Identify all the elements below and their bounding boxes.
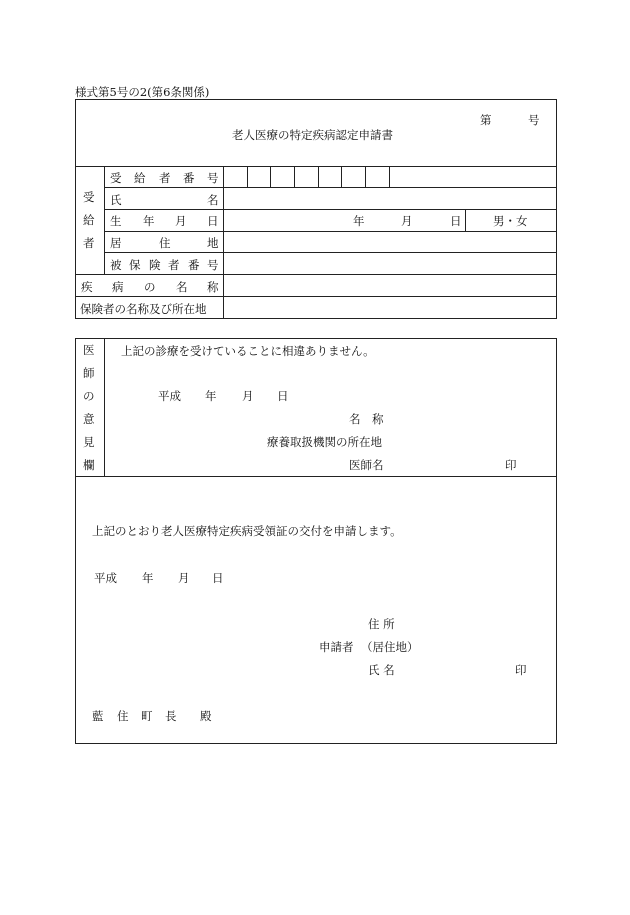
doctor-date-year: 年 bbox=[205, 389, 217, 403]
disease-label-char: 称 bbox=[207, 280, 219, 294]
applicant-name-label: 氏 名 bbox=[368, 663, 395, 677]
address-label-char: 住 bbox=[159, 236, 171, 250]
insured-label-char: 被 bbox=[110, 258, 122, 272]
address-label-char: 居 bbox=[110, 236, 122, 250]
recipient-number-char: 者 bbox=[159, 171, 171, 185]
doctor-date-era: 平成 bbox=[158, 389, 181, 403]
birth-label-char: 生 bbox=[110, 214, 122, 228]
application-date-year: 年 bbox=[142, 571, 154, 585]
applicant-label: 申請者 bbox=[319, 640, 354, 654]
doctor-date-month: 月 bbox=[242, 389, 254, 403]
name-label-char: 名 bbox=[207, 193, 219, 207]
recipient-group-char-1: 受 bbox=[83, 190, 95, 204]
insured-label-char: 番 bbox=[188, 258, 200, 272]
birth-year: 年 bbox=[353, 214, 365, 228]
doctor-side-char: の bbox=[83, 389, 95, 403]
address-label-char: 地 bbox=[207, 236, 219, 250]
disease-label-char: 疾 bbox=[81, 280, 93, 294]
recipient-number-char: 受 bbox=[110, 171, 122, 185]
number-go: 号 bbox=[528, 113, 540, 127]
application-date-day: 日 bbox=[212, 571, 224, 585]
application-date-era: 平成 bbox=[94, 571, 117, 585]
recipient-number-char: 給 bbox=[134, 171, 146, 185]
doctor-side-char: 見 bbox=[83, 435, 95, 449]
applicant-address-label: 住 所 bbox=[368, 617, 395, 631]
recipient-number-char: 番 bbox=[183, 171, 195, 185]
birth-label-char: 日 bbox=[207, 214, 219, 228]
recipient-number-char: 号 bbox=[207, 171, 219, 185]
insured-label-char: 保 bbox=[129, 258, 141, 272]
doctor-name-label: 医師名 bbox=[349, 458, 384, 472]
application-statement: 上記のとおり老人医療特定疾病受領証の交付を申請します。 bbox=[92, 524, 402, 538]
disease-label-char: 名 bbox=[176, 280, 188, 294]
insured-label-char: 号 bbox=[207, 258, 219, 272]
birth-month: 月 bbox=[401, 214, 413, 228]
addressee-char: 住 bbox=[117, 709, 129, 723]
disease-label-char: の bbox=[144, 280, 156, 294]
doctor-side-char: 意 bbox=[83, 412, 95, 426]
addressee-char: 長 bbox=[165, 709, 177, 723]
birth-day: 日 bbox=[450, 214, 462, 228]
recipient-group-char-2: 給 bbox=[83, 213, 95, 227]
insured-label-char: 険 bbox=[149, 258, 161, 272]
application-date-month: 月 bbox=[178, 571, 190, 585]
recipient-group-char-3: 者 bbox=[83, 236, 95, 250]
doctor-side-char: 医 bbox=[83, 343, 95, 357]
facility-address-label: 療養取扱機関の所在地 bbox=[267, 435, 382, 449]
form-title: 老人医療の特定疾病認定申請書 bbox=[232, 128, 393, 142]
disease-label-char: 病 bbox=[112, 280, 124, 294]
doctor-side-char: 欄 bbox=[83, 458, 95, 472]
addressee-char: 藍 bbox=[92, 709, 104, 723]
insurer-label: 保険者の名称及び所在地 bbox=[80, 302, 207, 316]
doctor-and-application-table bbox=[75, 338, 557, 744]
doctor-statement: 上記の診療を受けていることに相違ありません。 bbox=[121, 344, 375, 358]
number-dai: 第 bbox=[480, 113, 492, 127]
insured-label-char: 者 bbox=[168, 258, 180, 272]
doctor-seal: 印 bbox=[505, 458, 517, 472]
facility-name-label: 名 称 bbox=[349, 412, 384, 426]
gender-choice: 男・女 bbox=[493, 214, 528, 228]
birth-label-char: 月 bbox=[175, 214, 187, 228]
form-number: 様式第5号の2(第6条関係) bbox=[75, 85, 210, 99]
addressee-char: 町 bbox=[141, 709, 153, 723]
name-label-char: 氏 bbox=[110, 193, 122, 207]
residence-label: （居住地） bbox=[361, 640, 419, 654]
doctor-date-day: 日 bbox=[277, 389, 289, 403]
applicant-seal: 印 bbox=[515, 663, 527, 677]
addressee-char: 殿 bbox=[200, 709, 212, 723]
birth-label-char: 年 bbox=[143, 214, 155, 228]
doctor-side-char: 師 bbox=[83, 366, 95, 380]
